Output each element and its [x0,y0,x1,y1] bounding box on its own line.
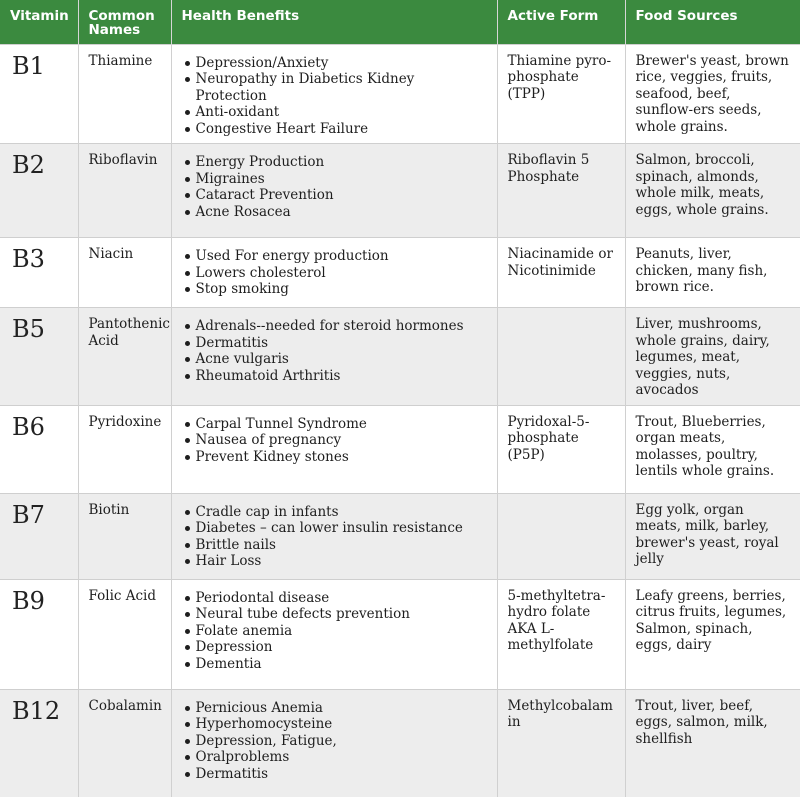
benefit-item: Cataract Prevention [196,187,487,204]
vitamin-code: B6 [0,405,78,493]
benefit-item: Periodontal disease [196,590,487,607]
benefit-item: Energy Production [196,154,487,171]
vitamin-code: B5 [0,308,78,406]
common-name: Pantothenic Acid [78,308,171,406]
benefit-item: Depression [196,639,487,656]
food-sources: Trout, Blueberries, organ meats, molasses, poultry, lentils whole grains. [625,405,800,493]
vitamin-code: B12 [0,689,78,797]
benefit-item: Acne vulgaris [196,351,487,368]
benefit-item: Brittle nails [196,537,487,554]
benefits-list [182,248,487,298]
benefit-item: Rheumatoid Arthritis [196,368,487,385]
food-sources: Trout, liver, beef, eggs, salmon, milk, shellfish [625,689,800,797]
health-benefits-cell [171,308,497,406]
vitamin-code: B2 [0,144,78,238]
benefit-item: Lowers cholesterol [196,265,487,282]
active-form: Thiamine pyro-phosphate (TPP) [497,44,625,144]
table-header [0,0,800,44]
vitamin-code: B7 [0,493,78,579]
benefit-item: Used For energy production [196,248,487,265]
benefit-item: Neuropathy in Diabetics Kidney Protection [196,71,487,104]
table-row [0,308,800,406]
header-row [0,0,800,44]
vitamin-code: B3 [0,238,78,308]
benefit-item: Prevent Kidney stones [196,449,487,466]
header-health-benefits: Health Benefits [171,0,497,44]
benefits-list [182,416,487,466]
food-sources: Peanuts, liver, chicken, many fish, brown rice. [625,238,800,308]
active-form: Niacinamide or Nicotinimide [497,238,625,308]
benefit-item: Depression/Anxiety [196,55,487,72]
common-name: Pyridoxine [78,405,171,493]
active-form: Methylcobalamin [497,689,625,797]
benefit-item: Anti-oxidant [196,104,487,121]
benefit-item: Migraines [196,171,487,188]
benefit-item: Oralproblems [196,749,487,766]
benefits-list [182,700,487,783]
active-form: 5-methyltetra-hydro folate AKA L-methylfolate [497,579,625,689]
benefit-item: Adrenals--needed for steroid hormones [196,318,487,335]
table-row [0,579,800,689]
vitamin-code: B1 [0,44,78,144]
benefits-list [182,55,487,138]
active-form: Pyridoxal-5-phosphate (P5P) [497,405,625,493]
food-sources: Brewer's yeast, brown rice, veggies, fruits, seafood, beef, sunflow-ers seeds, whole grains. [625,44,800,144]
header-active-form: Active Form [497,0,625,44]
benefit-item: Folate anemia [196,623,487,640]
benefit-item: Nausea of pregnancy [196,432,487,449]
table-body [0,44,800,797]
health-benefits-cell [171,144,497,238]
benefits-list [182,590,487,673]
benefit-item: Cradle cap in infants [196,504,487,521]
active-form [497,493,625,579]
benefit-item: Acne Rosacea [196,204,487,221]
benefits-list [182,318,487,384]
benefit-item: Dermatitis [196,335,487,352]
health-benefits-cell [171,238,497,308]
table-row [0,238,800,308]
active-form [497,308,625,406]
common-name: Niacin [78,238,171,308]
benefit-item: Hyperhomocysteine [196,716,487,733]
food-sources: Liver, mushrooms, whole grains, dairy, legumes, meat, veggies, nuts, avocados [625,308,800,406]
benefit-item: Hair Loss [196,553,487,570]
common-name: Thiamine [78,44,171,144]
header-vitamin: Vitamin [0,0,78,44]
vitamin-code: B9 [0,579,78,689]
benefit-item: Depression, Fatigue, [196,733,487,750]
benefit-item: Dermatitis [196,766,487,783]
food-sources: Salmon, broccoli, spinach, almonds, whole milk, meats, eggs, whole grains. [625,144,800,238]
header-common-names: Common Names [78,0,171,44]
common-name: Folic Acid [78,579,171,689]
common-name: Cobalamin [78,689,171,797]
header-food-sources: Food Sources [625,0,800,44]
table-row [0,689,800,797]
table-row [0,144,800,238]
health-benefits-cell [171,579,497,689]
active-form: Riboflavin 5 Phosphate [497,144,625,238]
food-sources: Egg yolk, organ meats, milk, barley, brewer's yeast, royal jelly [625,493,800,579]
benefit-item: Pernicious Anemia [196,700,487,717]
table-row [0,44,800,144]
benefit-item: Congestive Heart Failure [196,121,487,138]
benefit-item: Stop smoking [196,281,487,298]
benefit-item: Carpal Tunnel Syndrome [196,416,487,433]
benefits-list [182,154,487,220]
common-name: Riboflavin [78,144,171,238]
health-benefits-cell [171,689,497,797]
benefits-list [182,504,487,570]
benefit-item: Neural tube defects prevention [196,606,487,623]
food-sources: Leafy greens, berries, citrus fruits, legumes, Salmon, spinach, eggs, dairy [625,579,800,689]
health-benefits-cell [171,405,497,493]
health-benefits-cell [171,493,497,579]
table-row [0,405,800,493]
health-benefits-cell [171,44,497,144]
common-name: Biotin [78,493,171,579]
benefit-item: Diabetes – can lower insulin resistance [196,520,487,537]
benefit-item: Dementia [196,656,487,673]
table-row [0,493,800,579]
